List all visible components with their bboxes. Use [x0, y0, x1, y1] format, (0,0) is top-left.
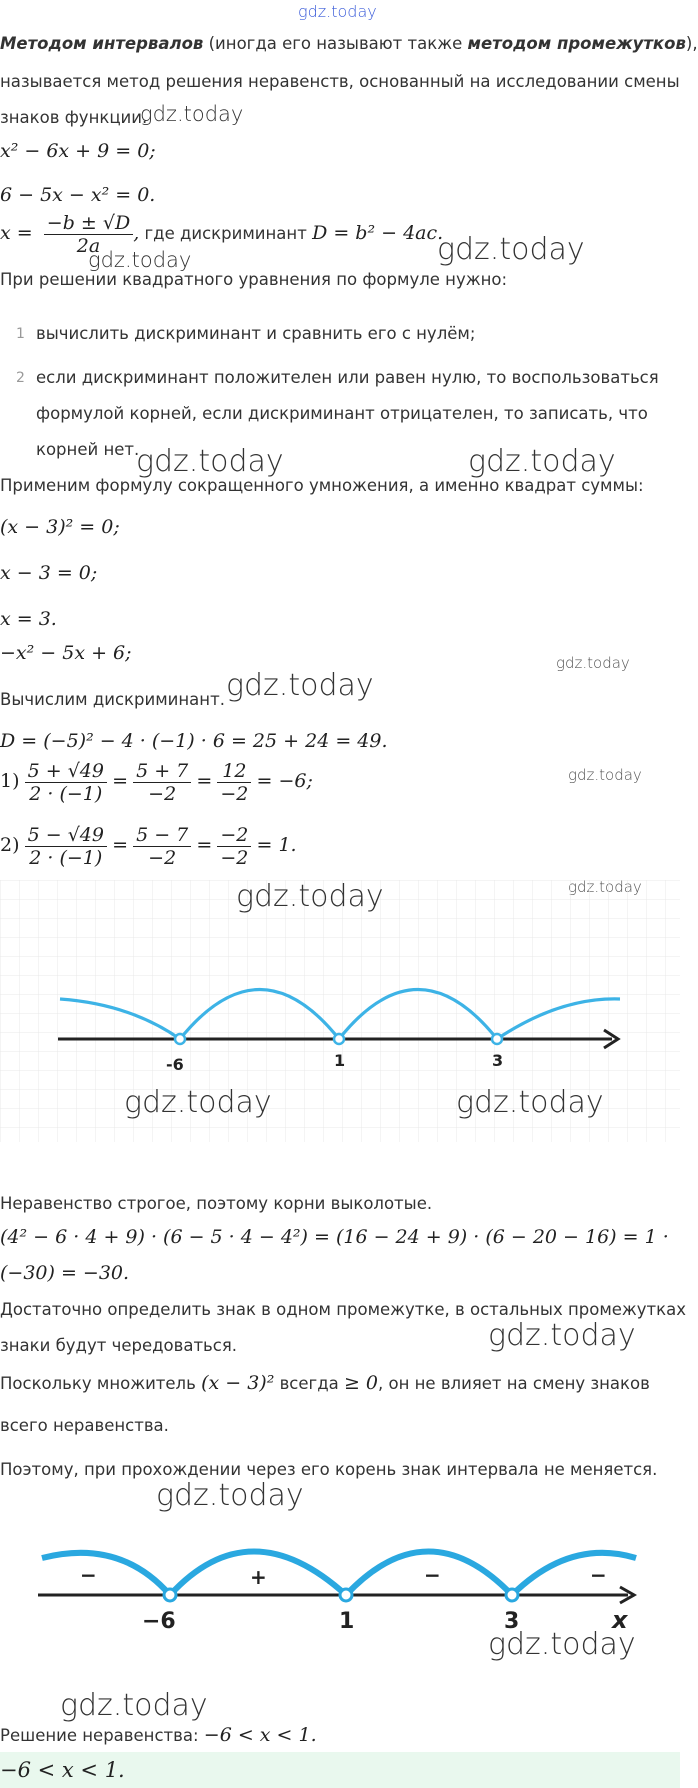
sign-4: − [590, 1563, 607, 1587]
discriminant-intro: Вычислим дискриминант. [0, 690, 225, 709]
point-1 [340, 1589, 352, 1601]
watermark: gdz.today [556, 654, 630, 672]
equation-1: x² − 6x + 9 = 0; [0, 140, 156, 162]
quadratic-formula [0, 212, 443, 257]
intro-line-1 [0, 34, 698, 53]
watermark: gdz.today [226, 668, 374, 703]
axis-x-label: x [612, 1606, 628, 1634]
square-eq-1: (x − 3)² = 0; [0, 516, 120, 538]
root-1-frac-b [133, 760, 191, 805]
watermark: gdz.today [236, 879, 384, 914]
root-2-num-a: 5 − √49 [25, 824, 107, 847]
sign-2: + [250, 1565, 267, 1589]
root-2-den-a: 2 · (−1) [29, 847, 103, 869]
pass-note: Поэтому, при прохождении через его корень знак интервала не меняется. [0, 1460, 658, 1479]
formula-denominator: 2a [76, 235, 101, 257]
watermark: gdz.today [568, 766, 642, 784]
point-1 [334, 1034, 344, 1044]
top-watermark: gdz.today [298, 2, 377, 21]
strict-note: Неравенство строгое, поэтому корни выколотые. [0, 1194, 433, 1213]
formula-comma: , [133, 222, 140, 244]
watermark: gdz.today [488, 1627, 636, 1662]
point-3 [492, 1034, 502, 1044]
mult-text-a: Поскольку множитель [0, 1374, 202, 1393]
formula-text: где дискриминант [139, 224, 313, 243]
root-1-label: 1) [0, 770, 20, 792]
solution-line [0, 1724, 317, 1746]
watermark: gdz.today [156, 1478, 304, 1513]
mult-text-b: всегда [274, 1374, 344, 1393]
square-eq-4: −x² − 5x + 6; [0, 642, 132, 664]
step-2-line-3: корней нет. [36, 440, 140, 459]
root-1-den-c: −2 [220, 783, 249, 805]
step-1-number: 1 [16, 326, 25, 342]
label-3: 3 [504, 1609, 520, 1634]
number-line-2 [0, 1530, 680, 1660]
root-2-label: 2) [0, 834, 20, 856]
watermark: gdz.today [136, 444, 284, 479]
root-1-den-a: 2 · (−1) [29, 783, 103, 805]
root-2-den-b: −2 [148, 847, 177, 869]
quad-intro: При решении квадратного уравнения по формуле нужно: [0, 270, 508, 289]
root-1-eq-a: = [112, 770, 128, 792]
root-1-den-b: −2 [148, 783, 177, 805]
step-2-line-1: если дискриминант положителен или равен нулю, то воспользоваться [36, 368, 659, 387]
step-2-line-2: формулой корней, если дискриминант отрицателен, то записать, что [36, 404, 648, 423]
step-1-text: вычислить дискриминант и сравнить его с нулём; [36, 324, 476, 343]
check-line-2: (−30) = −30. [0, 1262, 130, 1284]
answer-box [0, 1752, 680, 1788]
watermark: gdz.today [437, 232, 585, 267]
formula-lhs: x = [0, 222, 33, 244]
mult-math: (x − 3)² [201, 1372, 275, 1394]
label-3: 3 [492, 1051, 504, 1070]
point-3 [506, 1589, 518, 1601]
solution-label: Решение неравенства: [0, 1726, 204, 1745]
formula-numerator: −b ± √D [44, 212, 133, 235]
sign-line-2: знаки будут чередоваться. [0, 1336, 238, 1355]
root-1 [0, 760, 313, 805]
watermark: gdz.today [468, 444, 616, 479]
root-1-eq-b: = [196, 770, 213, 792]
intro-end: ), [685, 34, 698, 53]
root-1-num-c: 12 [217, 760, 251, 783]
root-1-frac-a [25, 760, 107, 805]
intro-line-2: называется метод решения неравенств, основанный на исследовании смены [0, 72, 680, 91]
sign-1: − [80, 1563, 97, 1587]
watermark: gdz.today [124, 1085, 272, 1120]
root-1-frac-c [217, 760, 251, 805]
label-minus-6: -6 [166, 1055, 184, 1074]
root-2-eq-a: = [112, 834, 128, 856]
watermark: gdz.today [60, 1688, 208, 1723]
watermark: gdz.today [456, 1085, 604, 1120]
answer-value: −6 < x < 1. [0, 1758, 125, 1782]
sign-3: − [424, 1563, 441, 1587]
root-2-num-c: −2 [217, 824, 251, 847]
square-intro: Применим формулу сокращенного умножения, а именно квадрат суммы: [0, 476, 644, 495]
root-1-num-b: 5 + 7 [133, 760, 191, 783]
point-minus-6 [175, 1034, 185, 1044]
discriminant-calc: D = (−5)² − 4 · (−1) · 6 = 25 + 24 = 49. [0, 730, 388, 752]
solution-value: −6 < x < 1. [203, 1724, 317, 1746]
multiplier-line-1 [0, 1372, 650, 1394]
term-gap-method: методом промежутков [467, 34, 686, 53]
root-2-den-c: −2 [220, 847, 249, 869]
watermark: gdz.today [140, 102, 244, 126]
square-eq-3: x = 3. [0, 608, 57, 630]
equation-2: 6 − 5x − x² = 0. [0, 184, 156, 206]
label-1: 1 [334, 1051, 346, 1070]
label-minus-6: −6 [142, 1609, 176, 1634]
arc-right [512, 1553, 636, 1595]
multiplier-line-2: всего неравенства. [0, 1416, 169, 1435]
term-interval-method: Методом интервалов [0, 34, 204, 53]
formula-discriminant: D = b² − 4ac. [312, 222, 444, 244]
check-line-1: (4² − 6 · 4 + 9) · (6 − 5 · 4 − 4²) = (16 − 24 + 9) · (6 − 20 − 16) = 1 · [0, 1226, 669, 1248]
root-2-frac-a [25, 824, 107, 869]
intro-mid: (иногда его называют также [203, 34, 468, 53]
root-2-frac-b [133, 824, 191, 869]
root-2-result: = 1. [256, 834, 297, 856]
watermark: gdz.today [88, 248, 192, 272]
label-1: 1 [339, 1609, 355, 1634]
intro-line-3: знаков функции. [0, 108, 148, 127]
mult-ge: ≥ 0 [343, 1372, 379, 1394]
watermark: gdz.today [488, 1318, 636, 1353]
point-minus-6 [164, 1589, 176, 1601]
number-line-1 [0, 880, 680, 1142]
root-2 [0, 824, 297, 869]
arc-left [42, 1553, 170, 1595]
sign-line-1: Достаточно определить знак в одном промежутке, в остальных промежутках [0, 1300, 687, 1319]
mult-text-d: , он не влияет на смену знаков [378, 1374, 650, 1393]
root-2-num-b: 5 − 7 [133, 824, 191, 847]
root-2-frac-c [217, 824, 251, 869]
square-eq-2: x − 3 = 0; [0, 562, 98, 584]
root-1-num-a: 5 + √49 [25, 760, 107, 783]
step-2-number: 2 [16, 370, 25, 386]
root-1-result: = −6; [256, 770, 313, 792]
root-2-eq-b: = [196, 834, 213, 856]
